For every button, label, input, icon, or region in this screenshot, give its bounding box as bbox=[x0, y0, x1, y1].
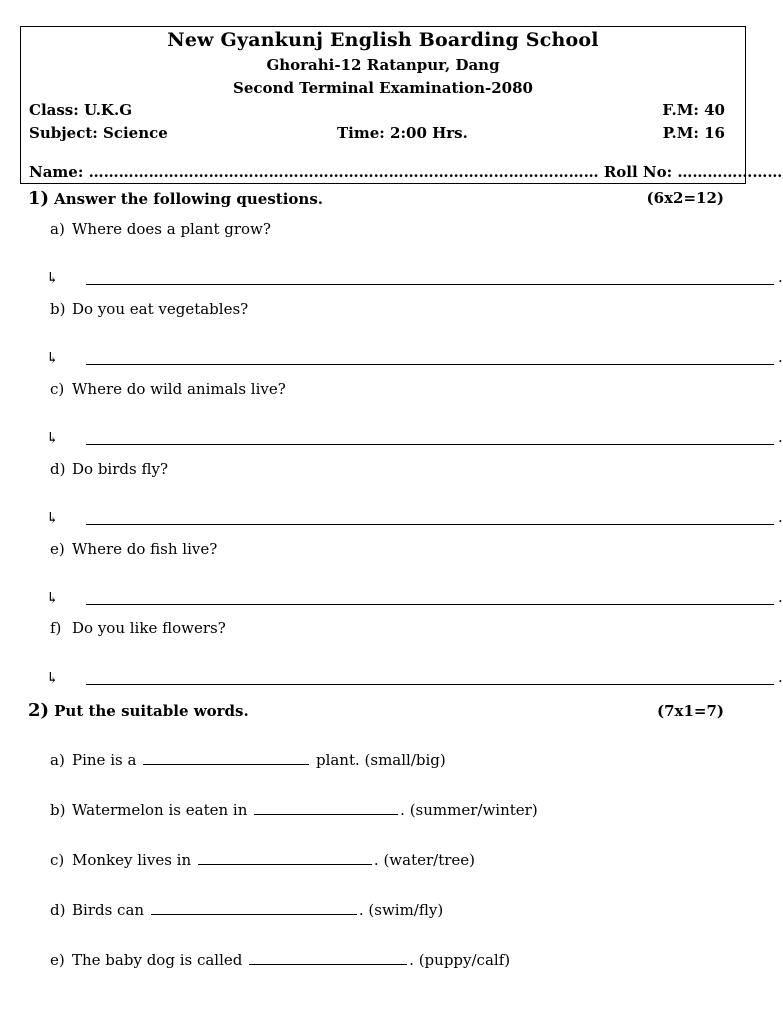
answer-arrow-icon: ↳ bbox=[46, 269, 59, 287]
fill-blank[interactable] bbox=[198, 852, 372, 865]
answer-line[interactable] bbox=[86, 512, 774, 525]
answer-row bbox=[46, 588, 783, 612]
name-roll-line: Name: ………………………………………………………………………………………… Roll No: ………………… bbox=[29, 163, 783, 181]
q2-marks: (7x1=7) bbox=[656, 702, 724, 720]
q2-item bbox=[50, 901, 443, 919]
q1-item-text: Where do fish live? bbox=[72, 540, 218, 558]
q1-item bbox=[50, 220, 271, 238]
q1-item-text: Do you eat vegetables? bbox=[72, 300, 249, 318]
q1-item bbox=[50, 460, 168, 478]
q1-item-text: Where do wild animals live? bbox=[72, 380, 286, 398]
q1-item bbox=[50, 540, 217, 558]
q2-item-after: . (swim/fly) bbox=[358, 901, 444, 919]
fill-blank[interactable] bbox=[254, 802, 398, 815]
answer-line[interactable] bbox=[86, 432, 774, 445]
q2-item bbox=[50, 851, 475, 869]
fill-blank[interactable] bbox=[151, 902, 357, 915]
answer-end-dot: . bbox=[778, 268, 783, 286]
q1-item bbox=[50, 380, 286, 398]
q2-item bbox=[50, 951, 510, 969]
q2-item-letter: e) bbox=[50, 951, 65, 969]
answer-end-dot: . bbox=[778, 428, 783, 446]
answer-row bbox=[46, 348, 783, 372]
q1-item bbox=[50, 619, 226, 637]
q1-item bbox=[50, 300, 248, 318]
answer-line[interactable] bbox=[86, 352, 774, 365]
q1-item-letter: e) bbox=[50, 540, 65, 558]
answer-line[interactable] bbox=[86, 592, 774, 605]
answer-line[interactable] bbox=[86, 672, 774, 685]
q2-item-letter: d) bbox=[50, 901, 66, 919]
answer-arrow-icon: ↳ bbox=[46, 429, 59, 447]
q1-number: 1) bbox=[28, 188, 50, 209]
header-box bbox=[20, 26, 783, 184]
q1-item-text: Where does a plant grow? bbox=[72, 220, 271, 238]
q2-item-letter: b) bbox=[50, 801, 66, 819]
answer-row bbox=[46, 428, 783, 452]
exam-title: Second Terminal Examination-2080 bbox=[233, 79, 533, 97]
q2-number: 2) bbox=[28, 700, 50, 721]
q1-item-letter: d) bbox=[50, 460, 66, 478]
q1-item-text: Do birds fly? bbox=[72, 460, 168, 478]
answer-row bbox=[46, 268, 783, 292]
q1-item-text: Do you like flowers? bbox=[72, 619, 226, 637]
q1-item-letter: a) bbox=[50, 220, 65, 238]
q1-item-letter: f) bbox=[50, 619, 62, 637]
q2-item-after: . (summer/winter) bbox=[400, 801, 538, 819]
q2-item bbox=[50, 751, 446, 769]
answer-end-dot: . bbox=[778, 668, 783, 686]
fill-blank[interactable] bbox=[143, 752, 309, 765]
school-address: Ghorahi-12 Ratanpur, Dang bbox=[266, 56, 500, 74]
answer-end-dot: . bbox=[778, 508, 783, 526]
answer-arrow-icon: ↳ bbox=[46, 349, 59, 367]
answer-row bbox=[46, 508, 783, 532]
q1-item-letter: c) bbox=[50, 380, 65, 398]
q2-item-after: . (puppy/calf) bbox=[409, 951, 511, 969]
q2-title: Put the suitable words. bbox=[54, 702, 249, 720]
q2-heading bbox=[28, 700, 249, 721]
q2-item-letter: a) bbox=[50, 751, 65, 769]
class-label: Class: U.K.G bbox=[29, 101, 133, 119]
q2-item bbox=[50, 801, 538, 819]
answer-line[interactable] bbox=[86, 272, 774, 285]
q2-item-before: Monkey lives in bbox=[72, 851, 192, 869]
q1-marks: (6x2=12) bbox=[646, 189, 724, 207]
school-name: New Gyankunj English Boarding School bbox=[167, 29, 599, 51]
q2-item-before: Pine is a bbox=[72, 751, 137, 769]
pass-marks: P.M: 16 bbox=[662, 124, 725, 142]
q1-heading bbox=[28, 188, 323, 209]
answer-arrow-icon: ↳ bbox=[46, 669, 59, 687]
time-label: Time: 2:00 Hrs. bbox=[337, 124, 468, 142]
full-marks: F.M: 40 bbox=[662, 101, 725, 119]
q2-item-before: Watermelon is eaten in bbox=[72, 801, 248, 819]
q2-item-after: plant. (small/big) bbox=[315, 751, 446, 769]
answer-arrow-icon: ↳ bbox=[46, 509, 59, 527]
fill-blank[interactable] bbox=[249, 952, 407, 965]
q2-item-after: . (water/tree) bbox=[373, 851, 476, 869]
subject-label: Subject: Science bbox=[29, 124, 168, 142]
q2-item-letter: c) bbox=[50, 851, 65, 869]
answer-arrow-icon: ↳ bbox=[46, 589, 59, 607]
answer-row bbox=[46, 668, 783, 692]
q2-item-before: The baby dog is called bbox=[72, 951, 243, 969]
answer-end-dot: . bbox=[778, 348, 783, 366]
q1-title: Answer the following questions. bbox=[54, 190, 323, 208]
q1-item-letter: b) bbox=[50, 300, 66, 318]
q2-item-before: Birds can bbox=[72, 901, 145, 919]
answer-end-dot: . bbox=[778, 588, 783, 606]
